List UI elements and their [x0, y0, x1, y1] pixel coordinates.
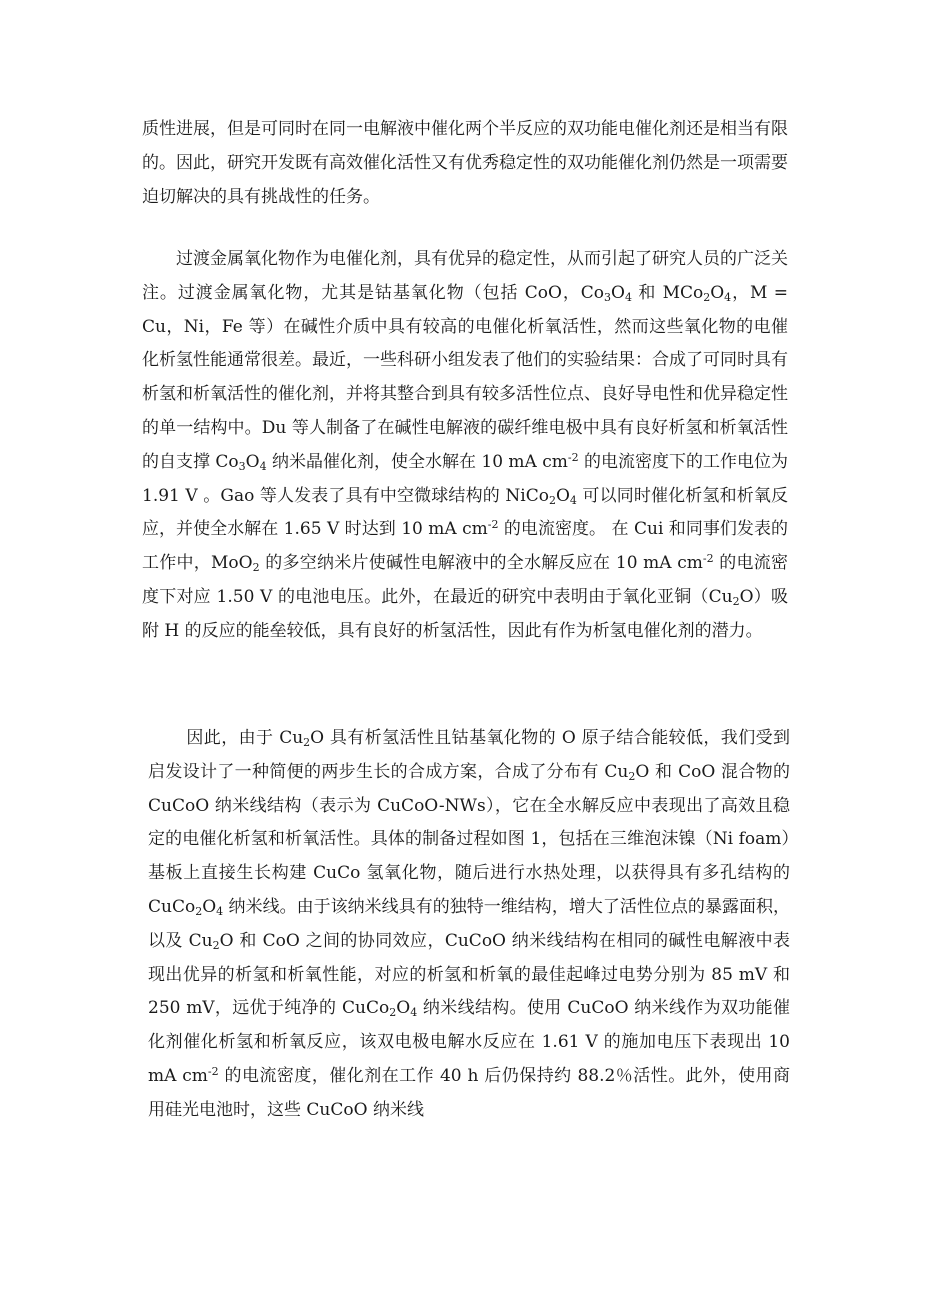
subscript-text: 4 [216, 904, 224, 918]
superscript-text: -2 [702, 552, 714, 566]
text-run: 纳米线结构。使用 CuCoO 纳米线作为双功能催化剂催化析氢和析氧反应，该双电极电解水反应在 1.61 V 的施加电压下表现出 10 mA cm [148, 998, 790, 1086]
text-run: O [555, 485, 570, 506]
text-run: O 和 CoO 之间的协同效应，CuCoO 纳米线结构在相同的碱性电解液中表现出优异的析氢和析氧性能，对应的析氢和析氧的最佳起峰过电势分别为 85 mV 和 250 mV，远优于纯净的 CuCo [148, 930, 790, 1019]
text-run: 的电流密度下的工作电位为 1.91 V 。Gao 等人发表了具有中空微球结构的 NiCo [142, 451, 789, 506]
subscript-text: 2 [548, 493, 556, 507]
text-run: O [245, 451, 260, 472]
subscript-text: 2 [732, 594, 740, 608]
subscript-text: 2 [252, 561, 260, 575]
text-run: O [202, 896, 217, 917]
superscript-text: -2 [487, 518, 499, 532]
subscript-text: 3 [604, 290, 612, 304]
text-run: O [611, 282, 625, 303]
text-run: 过渡金属氧化物作为电催化剂，具有优异的稳定性，从而引起了研究人员的广泛关注。过渡金属氧化物，尤其是钴基氧化物（包括 CoO，Co [142, 249, 788, 303]
text-run: 的电流密度。 在 Cui 和同事们发表的工作中，MoO [142, 519, 788, 574]
text-run: O [710, 282, 725, 303]
text-run: 的电流密度，催化剂在工作 40 h 后仍保持约 88.2％活性。此外，使用商用硅光电池时，这些 CuCoO 纳米线 [148, 1065, 790, 1120]
text-run: O）吸附 H 的反应的能垒较低，具有良好的析氢活性，因此有作为析氢电催化剂的潜力。 [142, 586, 789, 641]
superscript-text: -2 [207, 1064, 219, 1078]
text-run: O 和 CoO 混合物的 CuCoO 纳米线结构（表示为 CuCoO-NWs），它在全水解反应中表现出了高效且稳定的电催化析氢和析氧活性。具体的制备过程如图 1，包括在三维泡沫镍（Ni foam）基板上直接生长构建 CuCo 氢氧化物，随后进行水热处理，以获得具有多孔结构的 CuCo [148, 761, 791, 917]
subscript-text: 4 [624, 290, 632, 304]
subscript-text: 4 [410, 1006, 418, 1020]
subscript-text: 2 [628, 769, 636, 783]
text-run: 的电流密度下对应 1.50 V 的电池电压。此外，在最近的研究中表明由于氧化亚铜（Cu [142, 553, 788, 607]
text-run: 质性进展，但是可同时在同一电解液中催化两个半反应的双功能电催化剂还是相当有限的。因此，研究开发既有高效催化活性又有优秀稳定性的双功能催化剂仍然是一项需要迫切解决的具有挑战性的任务。 [142, 119, 788, 207]
subscript-text: 3 [238, 459, 246, 473]
subscript-text: 4 [569, 493, 577, 507]
subscript-text: 2 [303, 736, 311, 749]
subscript-text: 2 [703, 290, 711, 304]
paragraph-2 [142, 243, 788, 649]
paragraph-3 [148, 722, 790, 1128]
text-run: 和 MCo [631, 282, 704, 303]
text-run: 因此，由于 Cu [186, 728, 304, 748]
text-run: O 具有析氢活性且钴基氧化物的 O 原子结合能较低，我们受到启发设计了一种简便的两步生长的合成方案，合成了分布有 Cu [148, 728, 790, 782]
text-run: ，M = Cu，Ni，Fe 等）在碱性介质中具有较高的电催化析氧活性，然而这些氧化物的电催化析氢性能通常很差。最近，一些科研小组发表了他们的实验结果：合成了可同时具有析氢和析氧活性的催化剂，并将其整合到具有较多活性位点、良好导电性和优异稳定性的单一结构中。Du 等人制备了在碱性电解液的碳纤维电极中具有良好析氢和析氧活性的自支撑 Co [142, 282, 788, 472]
subscript-text: 2 [212, 938, 220, 952]
text-run: 的多空纳米片使碱性电解液中的全水解反应在 10 mA cm [259, 553, 703, 574]
text-run: O [396, 998, 411, 1019]
text-run: 纳米线。由于该纳米线具有的独特一维结构，增大了活性位点的暴露面积，以及 Cu [148, 896, 790, 951]
text-run: 纳米晶催化剂，使全水解在 10 mA cm [266, 451, 568, 472]
superscript-text: -2 [567, 450, 579, 464]
subscript-text: 4 [724, 290, 732, 304]
subscript-text: 2 [195, 904, 203, 918]
subscript-text: 2 [389, 1006, 397, 1020]
text-run: 可以同时催化析氢和析氧反应，并使全水解在 1.65 V 时达到 10 mA cm [142, 485, 788, 540]
paragraph-1 [142, 113, 788, 214]
subscript-text: 4 [259, 459, 267, 473]
